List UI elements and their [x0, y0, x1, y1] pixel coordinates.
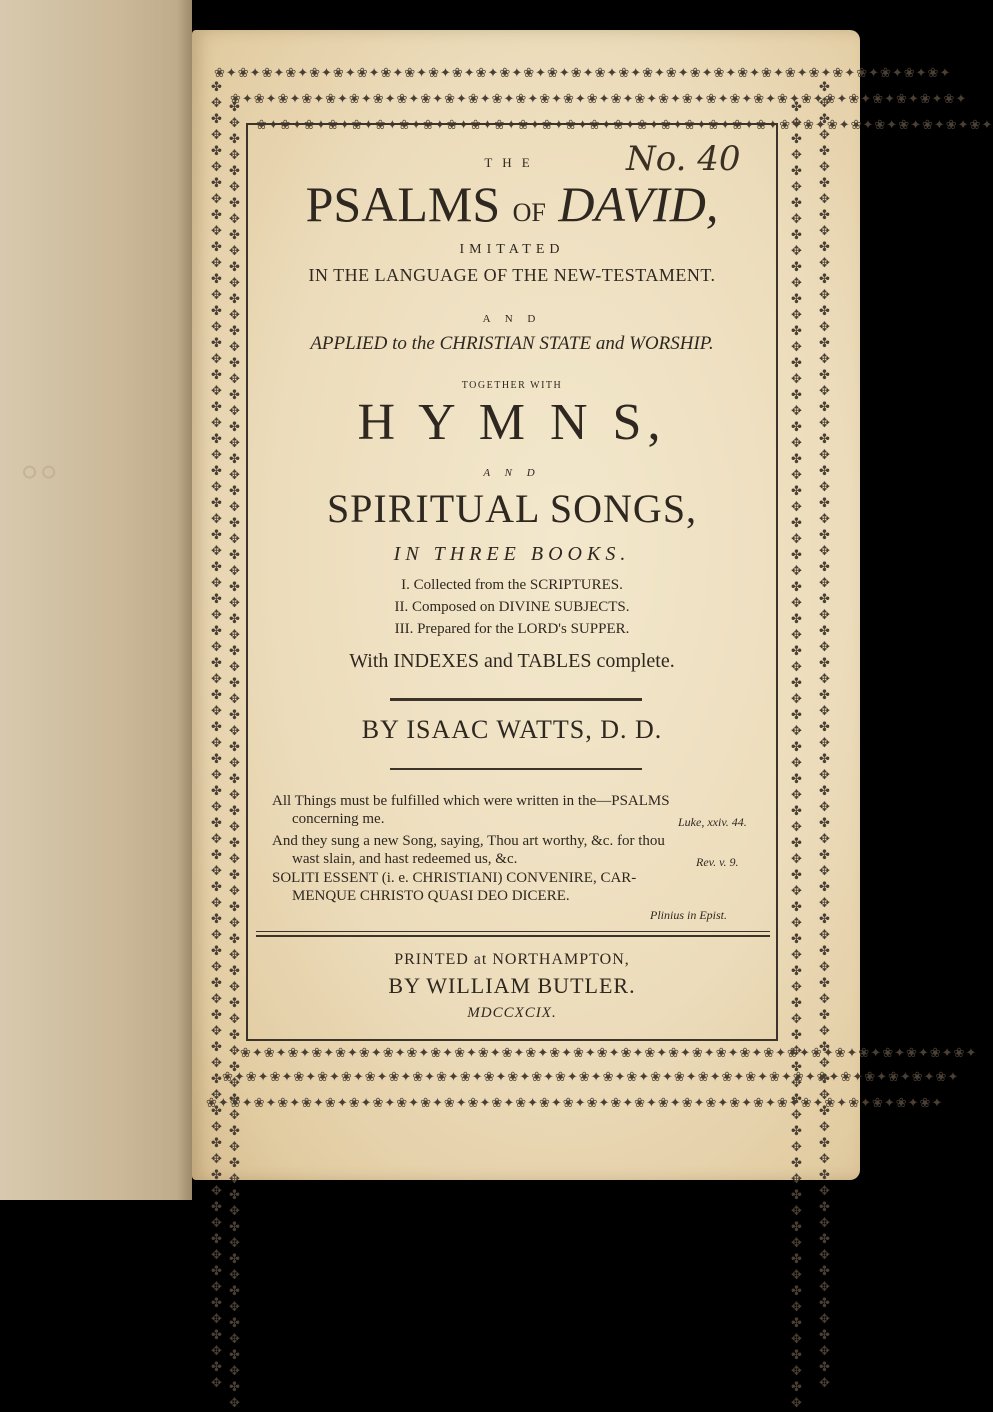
book-two: II. Composed on DIVINE SUBJECTS.	[394, 599, 630, 615]
quote-1-reference: Luke, xxiv. 44.	[678, 815, 747, 829]
imprint-year: MDCCXCIX.	[467, 1005, 557, 1021]
title-spiritual-songs: SPIRITUAL SONGS,	[326, 486, 698, 531]
title-psalms: PSALMS	[305, 176, 501, 232]
quote-1-line-2: concerning me.	[292, 811, 385, 827]
quote-3-line-2: MENQUE CHRISTO QUASI DEO DICERE.	[292, 888, 570, 904]
cover-faded-mark: ◦◦	[20, 441, 59, 501]
quote-2-reference: Rev. v. 9.	[696, 855, 739, 869]
title-main	[248, 175, 776, 233]
ornament-right-inner: ✤✥✤✥✤✥✤✥✤✥✤✥✤✥✤✥✤✥✤✥✤✥✤✥✤✥✤✥✤✥✤✥✤✥✤✥✤✥✤✥✤✥✤✥✤✥✤✥✤✥✤✥✤✥✤✥✤✥✤✥✤✥✤✥✤✥✤✥✤✥✤✥✤✥✤✥✤✥✤✥✤✥	[790, 100, 805, 1412]
book-one: I. Collected from the SCRIPTURES.	[401, 577, 623, 593]
ornament-bottom-frame: ❀✦❀✦❀✦❀✦❀✦❀✦❀✦❀✦❀✦❀✦❀✦❀✦❀✦❀✦❀✦❀✦❀✦❀✦❀✦❀✦❀✦❀✦❀✦❀✦❀✦❀✦❀✦❀✦❀✦❀✦❀✦	[240, 1045, 978, 1060]
author-line: BY ISAAC WATTS, D. D.	[361, 715, 663, 744]
rule-imprint-top	[256, 931, 770, 932]
quote-2-line-1: And they sung a new Song, saying, Thou art worthy, &c. for thou	[272, 833, 665, 849]
imprint-printer: BY WILLIAM BUTLER.	[388, 973, 636, 998]
ornament-top-outer: ❀✦❀✦❀✦❀✦❀✦❀✦❀✦❀✦❀✦❀✦❀✦❀✦❀✦❀✦❀✦❀✦❀✦❀✦❀✦❀✦❀✦❀✦❀✦❀✦❀✦❀✦❀✦❀✦❀✦❀✦❀✦	[214, 65, 952, 80]
ornament-right-outer: ✤✥✤✥✤✥✤✥✤✥✤✥✤✥✤✥✤✥✤✥✤✥✤✥✤✥✤✥✤✥✤✥✤✥✤✥✤✥✤✥✤✥✤✥✤✥✤✥✤✥✤✥✤✥✤✥✤✥✤✥✤✥✤✥✤✥✤✥✤✥✤✥✤✥✤✥✤✥✤✥✤✥	[818, 80, 833, 1392]
title-hymns: H Y M N S,	[357, 394, 667, 451]
indexes-line: With INDEXES and TABLES complete.	[349, 650, 675, 672]
handwritten-number: No. 40	[626, 139, 741, 179]
book-cover-board	[0, 0, 192, 1200]
ornament-top-frame: ❀✦❀✦❀✦❀✦❀✦❀✦❀✦❀✦❀✦❀✦❀✦❀✦❀✦❀✦❀✦❀✦❀✦❀✦❀✦❀✦❀✦❀✦❀✦❀✦❀✦❀✦❀✦❀✦❀✦❀✦❀✦	[256, 117, 993, 132]
title-and-2: A N D	[483, 467, 541, 479]
title-frame	[246, 123, 778, 1041]
ornament-bottom-outer: ❀✦❀✦❀✦❀✦❀✦❀✦❀✦❀✦❀✦❀✦❀✦❀✦❀✦❀✦❀✦❀✦❀✦❀✦❀✦❀✦❀✦❀✦❀✦❀✦❀✦❀✦❀✦❀✦❀✦❀✦❀✦	[206, 1095, 944, 1110]
rule-upper	[390, 698, 642, 701]
title-language-line: IN THE LANGUAGE OF THE NEW-TESTAMENT.	[308, 265, 716, 285]
title-and-1: A N D	[482, 313, 542, 325]
quote-3-line-1: SOLITI ESSENT (i. e. CHRISTIANI) CONVENIRE, CAR-	[272, 870, 637, 886]
title-applied-line: APPLIED to the CHRISTIAN STATE and WORSHIP.	[310, 333, 714, 354]
title-david: DAVID,	[558, 176, 719, 232]
ornament-left-inner: ✤✥✤✥✤✥✤✥✤✥✤✥✤✥✤✥✤✥✤✥✤✥✤✥✤✥✤✥✤✥✤✥✤✥✤✥✤✥✤✥✤✥✤✥✤✥✤✥✤✥✤✥✤✥✤✥✤✥✤✥✤✥✤✥✤✥✤✥✤✥✤✥✤✥✤✥✤✥✤✥✤✥	[228, 100, 243, 1412]
title-imitated: IMITATED	[459, 242, 565, 257]
quote-2-line-2: wast slain, and hast redeemed us, &c.	[292, 851, 518, 867]
quote-3-reference: Plinius in Epist.	[650, 908, 728, 922]
quote-1-line-1: All Things must be fulfilled which were written in the—PSALMS	[272, 793, 670, 809]
imprint-printed: PRINTED at NORTHAMPTON,	[394, 951, 630, 968]
title-three-books: IN THREE BOOKS.	[393, 543, 631, 565]
title-of: OF	[512, 198, 546, 227]
ornament-top-inner: ❀✦❀✦❀✦❀✦❀✦❀✦❀✦❀✦❀✦❀✦❀✦❀✦❀✦❀✦❀✦❀✦❀✦❀✦❀✦❀✦❀✦❀✦❀✦❀✦❀✦❀✦❀✦❀✦❀✦❀✦❀✦	[230, 91, 968, 106]
rule-lower	[390, 768, 642, 770]
ornament-bottom-inner: ❀✦❀✦❀✦❀✦❀✦❀✦❀✦❀✦❀✦❀✦❀✦❀✦❀✦❀✦❀✦❀✦❀✦❀✦❀✦❀✦❀✦❀✦❀✦❀✦❀✦❀✦❀✦❀✦❀✦❀✦❀✦	[222, 1069, 960, 1084]
rule-imprint-top-2	[256, 935, 770, 937]
ornament-left-outer: ✤✥✤✥✤✥✤✥✤✥✤✥✤✥✤✥✤✥✤✥✤✥✤✥✤✥✤✥✤✥✤✥✤✥✤✥✤✥✤✥✤✥✤✥✤✥✤✥✤✥✤✥✤✥✤✥✤✥✤✥✤✥✤✥✤✥✤✥✤✥✤✥✤✥✤✥✤✥✤✥✤✥	[210, 80, 225, 1392]
title-the: THE	[484, 155, 540, 170]
book-three: III. Prepared for the LORD's SUPPER.	[394, 621, 630, 637]
title-together-with: TOGETHER WITH	[461, 380, 563, 391]
